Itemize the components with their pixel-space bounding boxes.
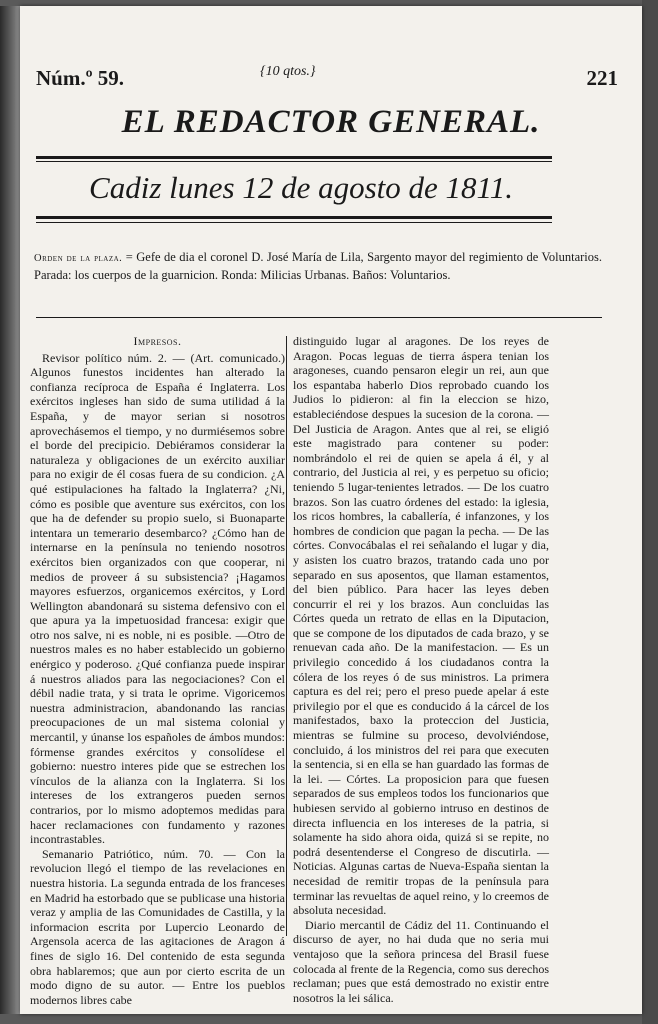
binding-edge bbox=[0, 6, 20, 1014]
rule bbox=[36, 161, 552, 162]
left-column bbox=[30, 334, 285, 1007]
dateline: Cadiz lunes 12 de agosto de 1811. bbox=[89, 170, 513, 205]
scan-border bbox=[642, 0, 658, 1024]
rule bbox=[36, 156, 552, 159]
article-paragraph: Semanario Patriótico, núm. 70. — Con la revolucion llegó el tiempo de las revelaciones en nuestra historia. La segunda entrada de los franceses en Madrid ha estorbado que se publicase una historia veraz y amplia de las Comunidades de Castilla, y la informacion escrita por Lupercio Leonardo de Argensola acerca de las agitaciones de Aragon á fines de siglo 16. Del contenido de esta segunda obra hablaremos; que aun por cierto escrita de un modo digno de su autor. — Entre los pueblos modernos libres cabe bbox=[30, 846, 285, 1007]
orden-text: = Gefe de dia el coronel D. José María de Lila, Sargento mayor del regimiento de Voluntarios. Parada: los cuerpos de la guarnicion. Ronda: Milicias Urbanas. Baños: Voluntarios. bbox=[34, 250, 602, 282]
article-paragraph: Diario mercantil de Cádiz del 11. Continuando el discurso de ayer, no hai duda que no seria mui ventajoso que la señora princesa del Brasil fuese colocada al frente de la Regencia, como sus derechos reclaman; pues que está demostrado no existir entre nosotros la lei sálica. bbox=[293, 917, 549, 1005]
article-paragraph: distinguido lugar al aragones. De los reyes de Aragon. Pocas leguas de tierra áspera tenian los aragoneses, cuando pensaron elegir un rei, aun que los espantaba haberlo Dios reprobado cuando los Judios lo pidieron: al fin la eleccion se hizo, estableciéndose despues la sucesion de la corona. — Del Justicia de Aragon. Antes que al rei, se eligió este magistrado para contener su poder: nombrándolo el rei de quien se apela á él, y al contrario, del Justicia al rei, y es perpetuo su oficio; teniendo 5 lugar-tenientes letrados. — De los cuatro brazos. Son las cuatro órdenes del estado: la iglesia, los ricos hombres, la caballería, é infanzones, y los hombres de condicion que pagan la pecha. — De las córtes. Convocábalas el rei señalando el lugar y dia, y asisten los cuatro brazos, tratando cada uno por separado en sus aposentos, que llaman estamentos, del bien público. Para hacer las leyes deben concurrir el rei y los brazos. Aun concluidas las Córtes queda un retrato de ellas en la Diputacion, que se compone de los diputados de cada brazo, y se renuevan cada año. De la manifestacion. — Es un privilegio concedido á los ciudadanos contra la cólera de los reyes ó de sus ministros. La primera captura es del rei; pero el preso puede apelar á este privilegio por el que es conducido á la cárcel de los manifestados, baxo la proteccion del Justicia, mientras se fulmine su proceso, devolviéndose, concluido, á los ministros del rei para que executen la sentencia, si en ella se han guardado las formas de la lei. — Córtes. La proposicion para que fuesen separados de sus empleos todos los funcionarios que hubiesen servido al gobierno intruso en destinos de directa influencia en los intereses de la patria, si solamente ha sido ahora oida, quizá si se repite, no podrá desentenderse el Congreso de discutirla. — Noticias. Algunas cartas de Nueva-España sientan la necesidad de remitir tropas de la península para terminar las revueltas de aquel reino, y lo creemos de absoluta necesidad. bbox=[293, 334, 549, 918]
masthead-title: EL REDACTOR GENERAL. bbox=[121, 104, 541, 140]
rule bbox=[36, 222, 552, 223]
page-number: 221 bbox=[586, 66, 618, 90]
article-paragraph: Revisor político núm. 2. — (Art. comunicado.) Algunos funestos incidentes han alterado la confianza recíproca de España é Inglaterra. Los exércitos ingleses han sido de suma utilidad á la España, y de mayor serian si nosotros aprovechásemos el tiempo, y no durmiésemos sobre el borde del precipicio. Debiéramos considerar la naturaleza y obligaciones de un exército auxiliar para no exigir de él cosas fuera de su condicion. ¿A qué estipulaciones ha faltado la Inglaterra? ¿Ni, cómo es posible que aventure sus exércitos, con los que ha de defender su propio suelo, si Buonaparte intentara un temerario desembarco? ¿Cómo han de internarse en la península no teniendo nosotros exércitos bien organizados con que cooperar, ni medios de proveer á su subsistencia? ¡Hagamos mayores esfuerzos, organicemos exércitos, y Lord Wellington abandonará su sistema defensivo con el que apura ya la impetuosidad francesa: exigir que otro nos salve, ni es noble, ni es posible. —Otro de nuestros males es no haber establecido un gobierno enérgico y poderoso. ¿Qué confianza puede inspirar á nuestros aliados para las negociaciones? Con el débil nadie trata, y si trata le oprime. Vigoricemos nuestra administracion, abandonando las rancias preocupaciones de un mal sistema colonial y mercantil, y únanse los españoles de ámbos mundos: fórmense grandes exércitos y consolídese el gobierno: nuestro interes pide que se estrechen los vínculos de la alianza con la Inglaterra. Si los intereses de los extrangeros pueden sernos contrarios, por lo mismo adoptemos medidas para hacer reclamaciones con fundamento y razones incontrastables. bbox=[30, 350, 285, 847]
column-divider bbox=[286, 336, 287, 936]
orden-label: Orden de la plaza. bbox=[34, 253, 123, 264]
rule bbox=[36, 216, 552, 219]
issue-number: Núm.º 59. bbox=[36, 66, 125, 90]
newspaper-page bbox=[20, 6, 642, 1014]
handwritten-note: {10 qtos.} bbox=[260, 64, 316, 79]
orden-de-la-plaza bbox=[34, 249, 602, 283]
right-column bbox=[293, 334, 549, 1005]
section-separator bbox=[36, 317, 602, 318]
section-heading: Impresos. bbox=[133, 334, 182, 348]
